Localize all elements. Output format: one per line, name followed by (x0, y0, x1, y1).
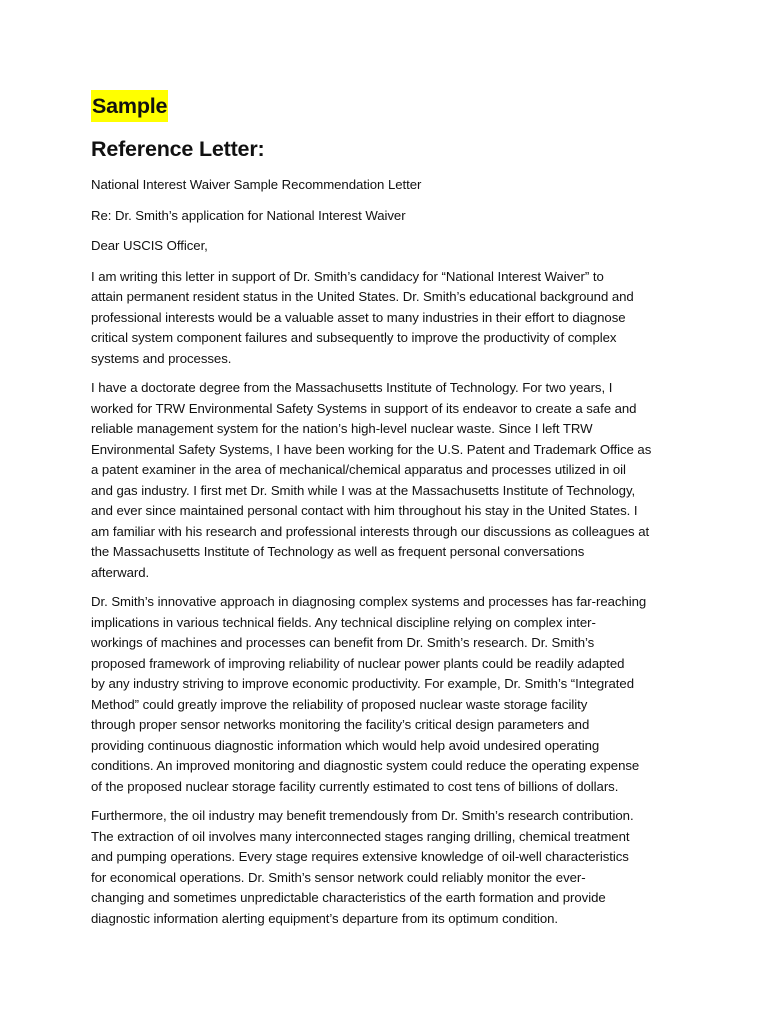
letter-subject: National Interest Waiver Sample Recommendation Letter (91, 177, 422, 192)
body-line: proposed framework of improving reliability of nuclear power plants could be readily adapted (91, 655, 625, 671)
sample-badge: Sample (91, 90, 168, 122)
body-line: and gas industry. I first met Dr. Smith while I was at the Massachusetts Institute of Technology, (91, 482, 636, 498)
letter-heading: Reference Letter: (91, 137, 265, 161)
body-line: a patent examiner in the area of mechanical/chemical apparatus and processes utilized in oil (91, 462, 626, 477)
body-line: implications in various technical fields. Any technical discipline relying on complex inter- (91, 614, 596, 630)
body-line: The extraction of oil involves many interconnected stages ranging drilling, chemical treatment (91, 828, 630, 844)
paragraph-4 (91, 806, 691, 929)
salutation: Dear USCIS Officer, (91, 238, 208, 253)
body-line: conditions. An improved monitoring and diagnostic system could reduce the operating expense (91, 758, 640, 773)
paragraph-1 (91, 267, 691, 370)
body-line: diagnostic information alerting equipment’s departure from its optimum condition. (91, 910, 559, 926)
body-line: systems and processes. (91, 350, 232, 366)
body-line: for economical operations. Dr. Smith’s sensor network could reliably monitor the ever- (91, 869, 586, 885)
sample-badge-row (91, 90, 691, 122)
body-line: professional interests would be a valuable asset to many industries in their effort to diagnose (91, 309, 626, 325)
body-line: I am writing this letter in support of Dr. Smith’s candidacy for “National Interest Waiver” to (91, 268, 604, 284)
body-line: Method” could greatly improve the reliability of proposed nuclear waste storage facility (91, 696, 588, 712)
body-line: by any industry striving to improve economic productivity. For example, Dr. Smith’s “Integrated (91, 676, 634, 691)
body-line: changing and sometimes unpredictable characteristics of the earth formation and provide (91, 890, 606, 905)
body-line: and ever since maintained personal contact with him throughout his stay in the United States. I (91, 503, 638, 518)
body-line: I have a doctorate degree from the Massachusetts Institute of Technology. For two years, I (91, 380, 613, 395)
body-line: through proper sensor networks monitoring the facility’s critical design parameters and (91, 717, 590, 732)
body-line: workings of machines and processes can benefit from Dr. Smith’s research. Dr. Smith’s (91, 635, 595, 650)
body-line: and pumping operations. Every stage requires extensive knowledge of oil-well characteristics (91, 849, 629, 864)
paragraph-2 (91, 378, 691, 583)
body-line: afterward. (91, 564, 150, 580)
body-line: am familiar with his research and professional interests through our discussions as colleagues at (91, 523, 650, 539)
body-line: reliable management system for the nation’s high-level nuclear waste. Since I left TRW (91, 421, 593, 436)
body-line: the Massachusetts Institute of Technology as well as frequent personal conversations (91, 544, 585, 559)
body-line: critical system component failures and subsequently to improve the productivity of complex (91, 330, 617, 345)
body-line: Environmental Safety Systems, I have been working for the U.S. Patent and Trademark Office as (91, 441, 652, 457)
body-line: worked for TRW Environmental Safety Systems in support of its endeavor to create a safe and (91, 400, 637, 416)
body-line: attain permanent resident status in the United States. Dr. Smith’s educational background and (91, 289, 634, 304)
body-line: of the proposed nuclear storage facility currently estimated to cost tens of billions of dollars. (91, 778, 619, 794)
body-line: Furthermore, the oil industry may benefit tremendously from Dr. Smith’s research contribution. (91, 808, 634, 823)
body-line: providing continuous diagnostic information which would help avoid undesired operating (91, 737, 600, 753)
re-line: Re: Dr. Smith’s application for National Interest Waiver (91, 207, 406, 223)
paragraph-3 (91, 592, 691, 797)
body-line: Dr. Smith’s innovative approach in diagnosing complex systems and processes has far-reaching (91, 594, 647, 609)
letter-page (91, 90, 691, 929)
